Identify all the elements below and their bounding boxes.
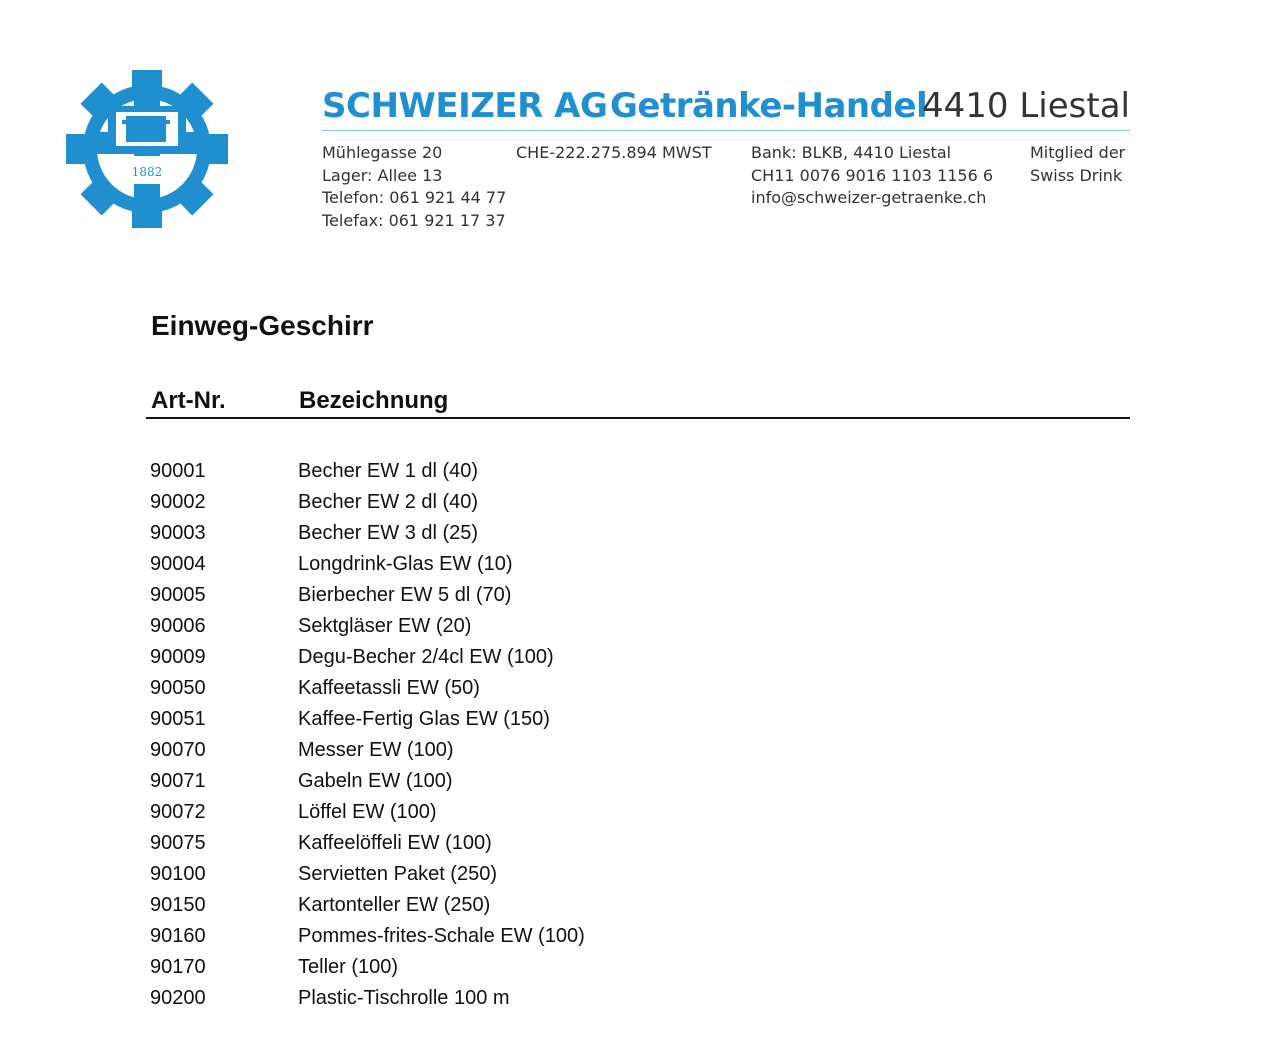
article-description: Kartonteller EW (250): [298, 894, 491, 916]
company-trade: Getränke-Handel: [610, 86, 928, 126]
article-number: 90001: [150, 460, 206, 482]
article-number: 90009: [150, 646, 206, 668]
article-number: 90005: [150, 584, 206, 606]
article-number: 90051: [150, 708, 206, 730]
table-row: [150, 890, 1050, 921]
article-description: Gabeln EW (100): [298, 770, 453, 792]
table-row: [150, 549, 1050, 580]
header-bezeichnung: Bezeichnung: [299, 387, 449, 414]
table-row: [150, 704, 1050, 735]
address-column: [322, 142, 506, 232]
article-number: 90050: [150, 677, 206, 699]
article-description: Servietten Paket (250): [298, 863, 497, 885]
table-row: [150, 580, 1050, 611]
bank-iban: CH11 0076 9016 1103 1156 6: [751, 165, 994, 185]
table-row: [150, 859, 1050, 890]
article-description: Messer EW (100): [298, 739, 454, 761]
article-description: Pommes-frites-Schale EW (100): [298, 925, 585, 947]
address-street: Mühlegasse 20: [322, 143, 443, 162]
article-description: Kaffeelöffeli EW (100): [298, 832, 492, 854]
logo-year: 1882: [131, 165, 163, 179]
table-row: [150, 766, 1050, 797]
table-row: [150, 456, 1050, 487]
company-logo: [64, 68, 230, 230]
table-row: [150, 611, 1050, 642]
table-row: [150, 673, 1050, 704]
membership-line-1: Mitglied der: [1030, 143, 1126, 162]
table-row: [150, 983, 1050, 1014]
contact-email: info@schweizer-getraenke.ch: [751, 188, 987, 207]
vat-column: [516, 142, 712, 165]
article-number: 90006: [150, 615, 206, 637]
bank-column: [751, 142, 993, 210]
article-number: 90072: [150, 801, 206, 823]
article-list: [150, 456, 1050, 1014]
article-description: Sektgläser EW (20): [298, 615, 472, 637]
article-description: Kaffee-Fertig Glas EW (150): [298, 708, 550, 730]
table-row: [150, 518, 1050, 549]
article-description: Bierbecher EW 5 dl (70): [298, 584, 512, 606]
header-art-nr: Art-Nr.: [151, 387, 226, 414]
address-storage: Lager: Allee 13: [322, 165, 443, 185]
table-row: [150, 797, 1050, 828]
address-phone: Telefon: 061 921 44 77: [322, 188, 507, 207]
membership-line-2: Swiss Drink: [1030, 165, 1123, 185]
bank-name: Bank: BLKB, 4410 Liestal: [751, 143, 952, 162]
company-header: [322, 84, 1130, 131]
table-row: [150, 642, 1050, 673]
article-description: Teller (100): [298, 956, 399, 978]
table-row: [150, 828, 1050, 859]
article-number: 90071: [150, 770, 206, 792]
article-number: 90170: [150, 956, 206, 978]
table-header: [146, 386, 1130, 419]
article-description: Kaffeetassli EW (50): [298, 677, 480, 699]
membership-column: [1030, 142, 1125, 187]
table-row: [150, 735, 1050, 766]
table-row: [150, 952, 1050, 983]
article-number: 90003: [150, 522, 206, 544]
article-number: 90150: [150, 894, 206, 916]
article-description: Becher EW 3 dl (25): [298, 522, 479, 544]
company-name: SCHWEIZER AG: [322, 86, 608, 126]
article-number: 90100: [150, 863, 206, 885]
article-number: 90004: [150, 553, 206, 575]
emblem-figure-icon: [122, 116, 170, 142]
document-title: Einweg-Geschirr: [151, 310, 374, 341]
article-description: Degu-Becher 2/4cl EW (100): [298, 646, 554, 668]
article-description: Longdrink-Glas EW (10): [298, 553, 513, 575]
table-row: [150, 921, 1050, 952]
article-number: 90075: [150, 832, 206, 854]
article-description: Becher EW 1 dl (40): [298, 460, 479, 482]
table-row: [150, 487, 1050, 518]
article-number: 90002: [150, 491, 206, 513]
vat-number: CHE-222.275.894 MWST: [516, 143, 712, 162]
company-city: 4410 Liestal: [922, 86, 1130, 126]
address-fax: Telefax: 061 921 17 37: [322, 210, 506, 230]
article-number: 90200: [150, 987, 206, 1009]
article-description: Becher EW 2 dl (40): [298, 491, 479, 513]
article-description: Löffel EW (100): [298, 801, 437, 823]
article-description: Plastic-Tischrolle 100 m: [298, 987, 510, 1009]
article-number: 90070: [150, 739, 206, 761]
article-number: 90160: [150, 925, 206, 947]
